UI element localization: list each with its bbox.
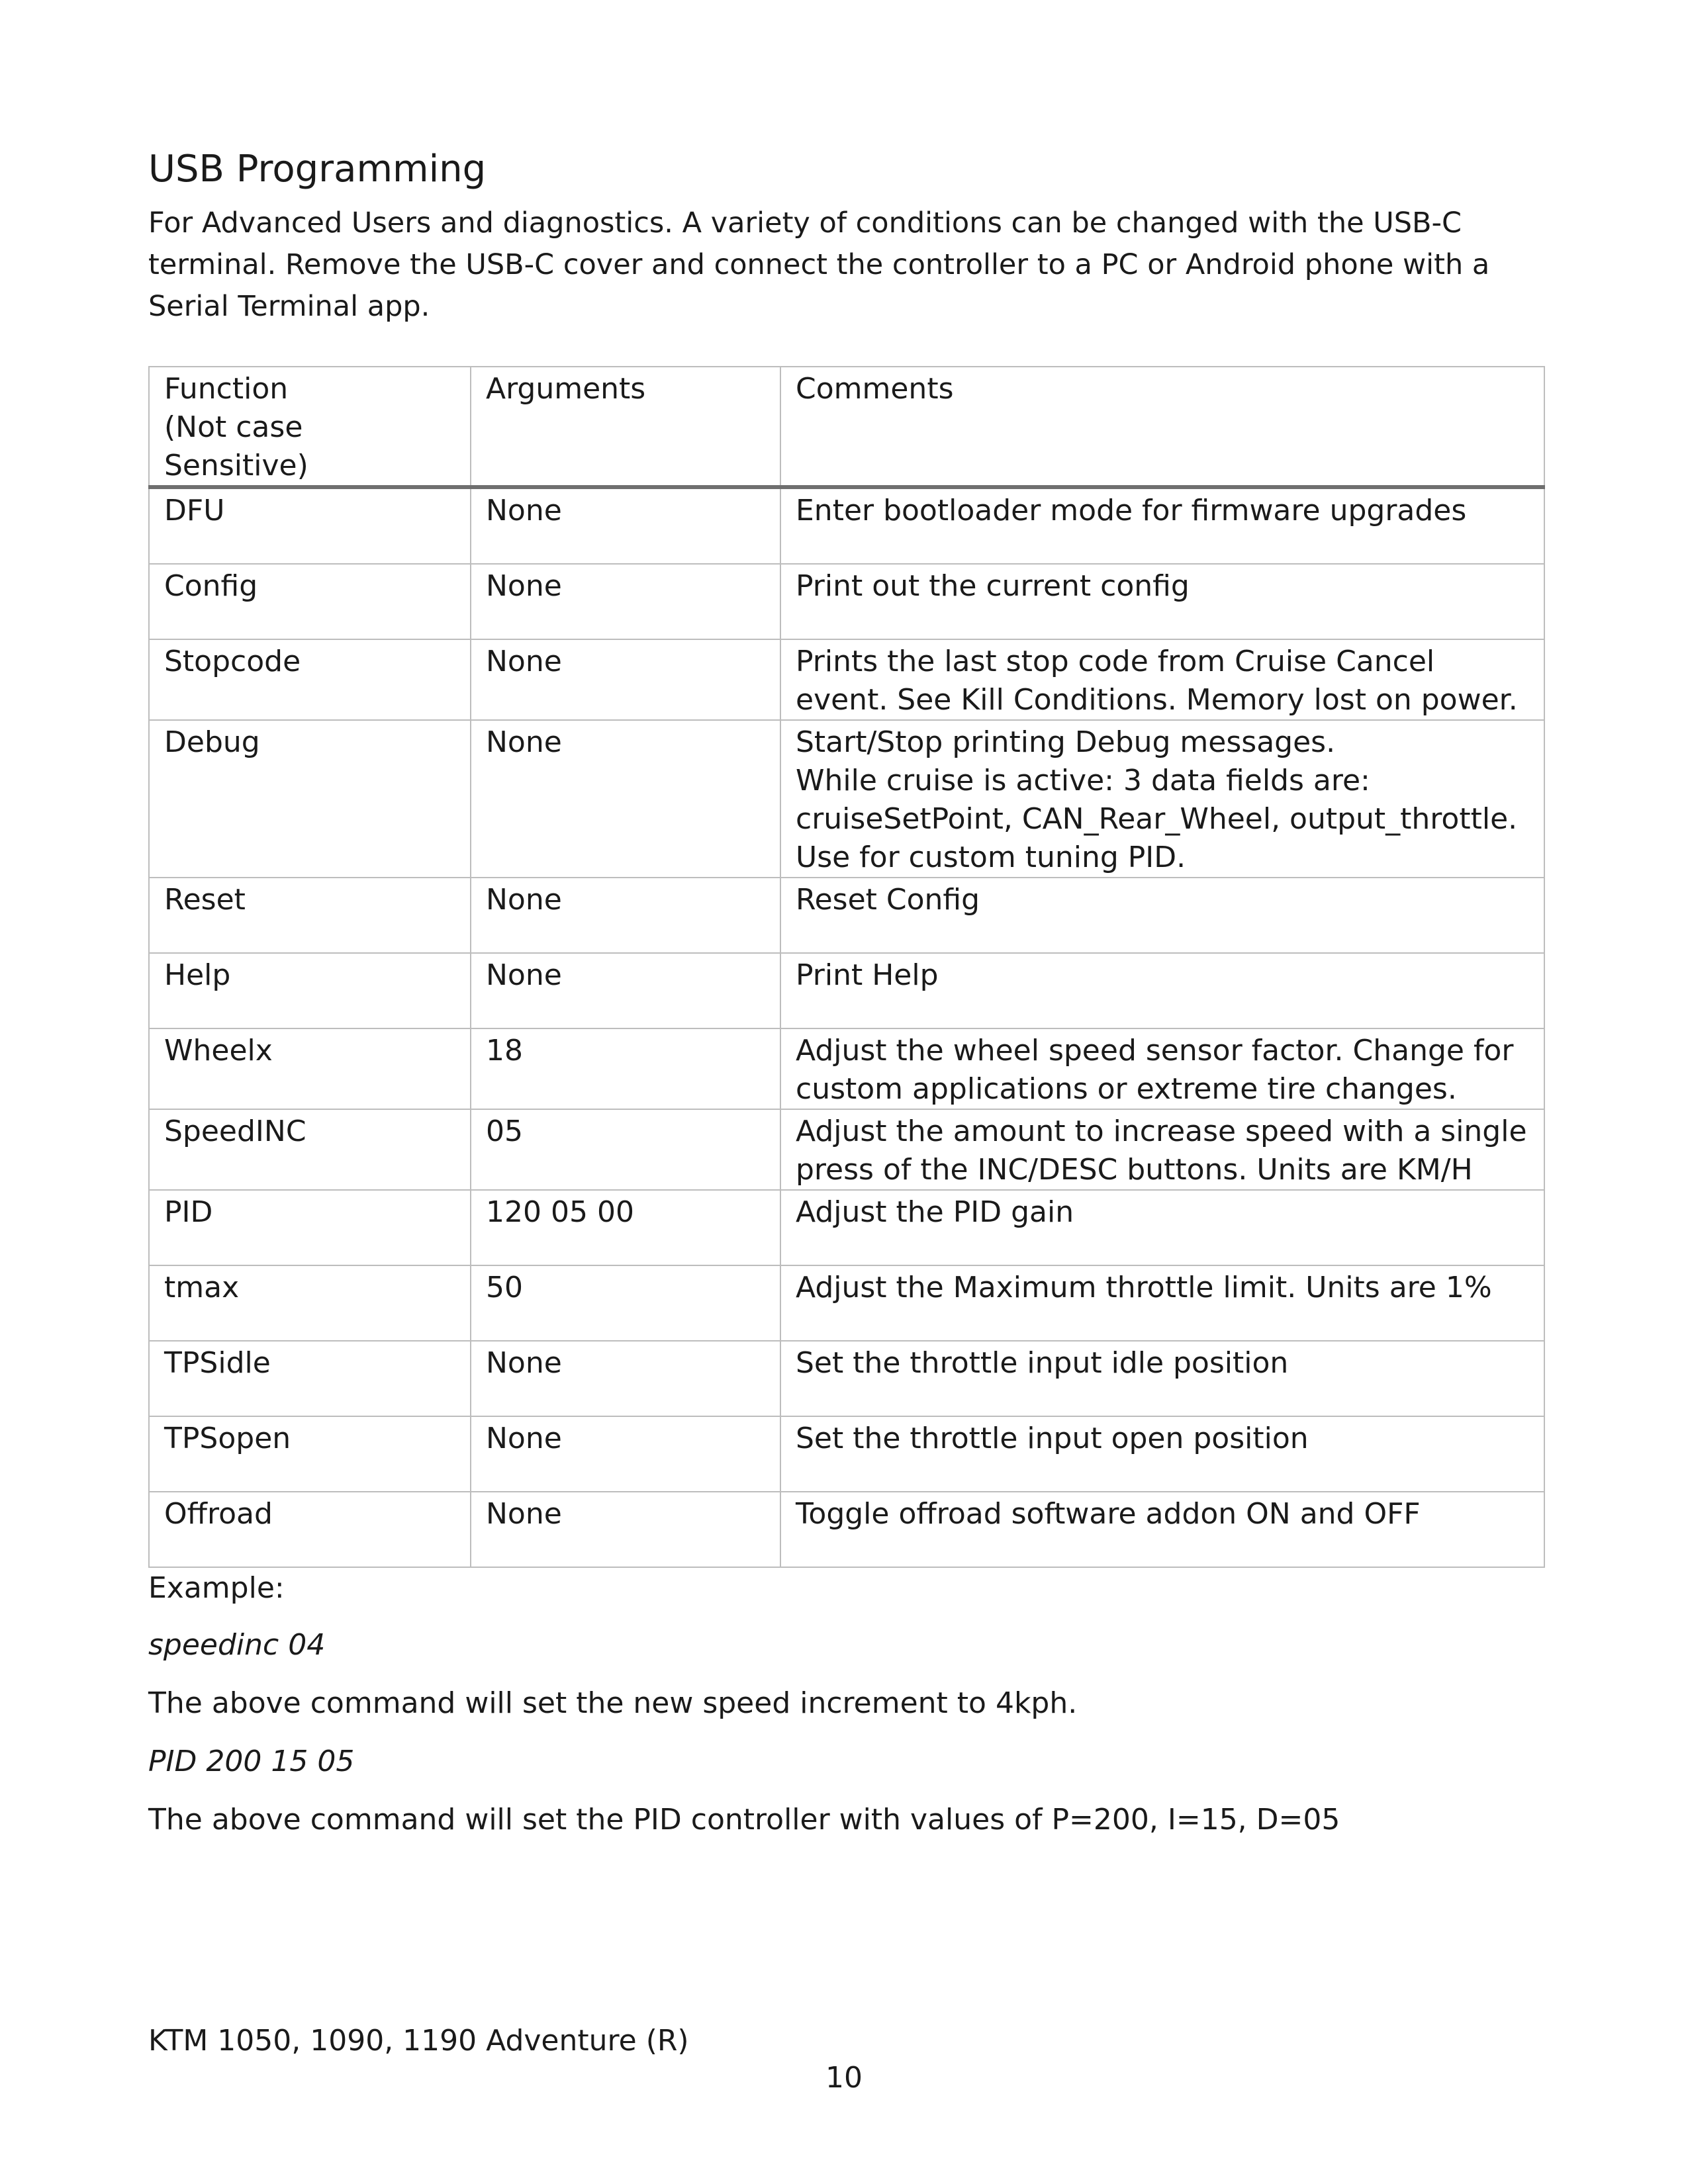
cell-arguments: None	[471, 878, 780, 953]
cell-function: Reset	[149, 878, 471, 953]
commands-table	[148, 366, 1545, 1568]
cell-function: Config	[149, 564, 471, 639]
cell-function: Stopcode	[149, 639, 471, 720]
cell-function: Offroad	[149, 1492, 471, 1567]
cell-comments	[780, 720, 1544, 878]
cell-function: Debug	[149, 720, 471, 878]
cell-arguments: 120 05 00	[471, 1190, 780, 1265]
header-function-note: (Not case Sensitive)	[164, 410, 308, 482]
table-row	[149, 878, 1544, 953]
cell-comments: Adjust the wheel speed sensor factor. Change for custom applications or extreme tire changes.	[780, 1028, 1544, 1109]
page-heading: USB Programming	[148, 148, 487, 191]
footer-title: KTM 1050, 1090, 1190 Adventure (R)	[148, 2024, 689, 2058]
table-row	[149, 1341, 1544, 1416]
cell-function: PID	[149, 1190, 471, 1265]
cell-comments: Set the throttle input idle position	[780, 1341, 1544, 1416]
cell-comments: Print out the current config	[780, 564, 1544, 639]
header-arguments: Arguments	[471, 367, 780, 487]
cell-comments: Reset Config	[780, 878, 1544, 953]
comment-line: Start/Stop printing Debug messages.	[796, 725, 1336, 759]
cell-comments: Adjust the Maximum throttle limit. Units are 1%	[780, 1265, 1544, 1341]
comment-line: cruiseSetPoint, CAN_Rear_Wheel, output_throttle.	[796, 802, 1518, 836]
header-comments: Comments	[780, 367, 1544, 487]
example-label: Example:	[148, 1571, 285, 1605]
intro-paragraph: For Advanced Users and diagnostics. A variety of conditions can be changed with the USB-C terminal. Remove the USB-C cover and connect the controller to a PC or Android phone with a Serial Terminal app.	[148, 206, 1490, 323]
cell-arguments: None	[471, 639, 780, 720]
table-row	[149, 1416, 1544, 1492]
example-description-pid: The above command will set the PID controller with values of P=200, I=15, D=05	[148, 1803, 1340, 1837]
cell-function: DFU	[149, 487, 471, 564]
comment-line: While cruise is active: 3 data fields are:	[796, 764, 1370, 797]
header-function	[149, 367, 471, 487]
cell-comments: Toggle offroad software addon ON and OFF	[780, 1492, 1544, 1567]
cell-arguments: None	[471, 1492, 780, 1567]
table-row	[149, 953, 1544, 1028]
cell-comments: Adjust the amount to increase speed with a single press of the INC/DESC buttons. Units are KM/H	[780, 1109, 1544, 1190]
example-description-speedinc: The above command will set the new speed increment to 4kph.	[148, 1686, 1078, 1720]
page-number: 10	[825, 2061, 863, 2095]
cell-function: Help	[149, 953, 471, 1028]
cell-comments: Enter bootloader mode for firmware upgrades	[780, 487, 1544, 564]
cell-comments: Adjust the PID gain	[780, 1190, 1544, 1265]
table-row	[149, 1492, 1544, 1567]
cell-comments: Prints the last stop code from Cruise Cancel event. See Kill Conditions. Memory lost on power.	[780, 639, 1544, 720]
header-function-label: Function	[164, 372, 289, 406]
comment-line: Use for custom tuning PID.	[796, 841, 1186, 874]
table-row	[149, 1265, 1544, 1341]
cell-function: tmax	[149, 1265, 471, 1341]
cell-arguments: None	[471, 1416, 780, 1492]
cell-function: TPSidle	[149, 1341, 471, 1416]
table-row	[149, 1028, 1544, 1109]
table-row	[149, 564, 1544, 639]
cell-function: TPSopen	[149, 1416, 471, 1492]
table-row	[149, 639, 1544, 720]
cell-arguments: None	[471, 564, 780, 639]
cell-arguments: None	[471, 1341, 780, 1416]
table-row	[149, 1109, 1544, 1190]
example-command-pid: PID 200 15 05	[148, 1745, 355, 1778]
cell-arguments: 05	[471, 1109, 780, 1190]
cell-comments: Set the throttle input open position	[780, 1416, 1544, 1492]
cell-arguments: None	[471, 720, 780, 878]
cell-function: Wheelx	[149, 1028, 471, 1109]
cell-arguments: None	[471, 953, 780, 1028]
cell-arguments: 50	[471, 1265, 780, 1341]
table-row	[149, 720, 1544, 878]
cell-arguments: 18	[471, 1028, 780, 1109]
table-row	[149, 1190, 1544, 1265]
example-command-speedinc: speedinc 04	[148, 1628, 326, 1662]
table-row	[149, 487, 1544, 564]
cell-arguments: None	[471, 487, 780, 564]
table-header-row	[149, 367, 1544, 487]
cell-comments: Print Help	[780, 953, 1544, 1028]
cell-function: SpeedINC	[149, 1109, 471, 1190]
